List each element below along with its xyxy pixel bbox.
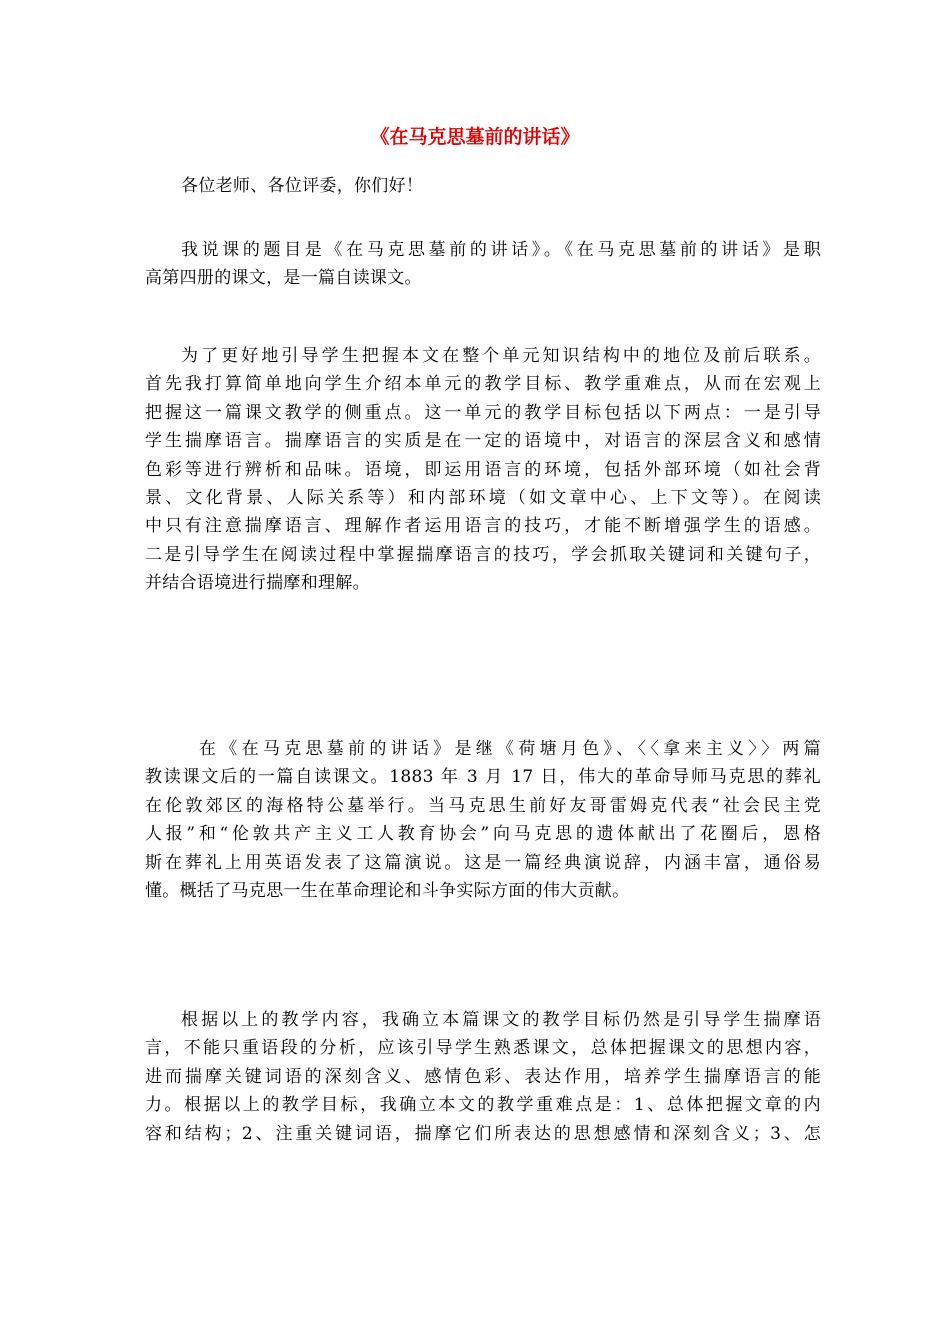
paragraph-line: 二是引导学生在阅读过程中掌握揣摩语言的技巧，学会抓取关键词和关键句子，	[145, 544, 821, 565]
paragraph-background	[145, 735, 821, 905]
paragraph-line: 懂。概括了马克思一生在革命理论和斗争实际方面的伟大贡献。	[145, 880, 630, 901]
document-title: 《在马克思墓前的讲话》	[370, 126, 580, 148]
paragraph-line: 我说课的题目是《在马克思墓前的讲话》。《在马克思墓前的讲话》是职	[181, 240, 821, 260]
paragraph-line: 容和结构；2、注重关键词语，揣摩它们所表达的思想感情和深刻含义；3、怎	[145, 1123, 821, 1144]
paragraph-line: 首先我打算简单地向学生介绍本单元的教学目标、教学重难点，从而在宏观上	[145, 374, 821, 395]
paragraph-line: 高第四册的课文，是一篇自读课文。	[145, 268, 422, 289]
paragraph-line: 在《在马克思墓前的讲话》是继《荷塘月色》、〈〈拿来主义〉〉两篇	[199, 739, 821, 759]
paragraph-unit-goals	[145, 342, 821, 598]
paragraph-teaching-goals	[145, 1006, 821, 1148]
paragraph-line: 根据以上的教学内容，我确立本篇课文的教学目标仍然是引导学生揣摩语	[181, 1010, 821, 1030]
paragraph-line: 进而揣摩关键词语的深刻含义、感情色彩、表达作用，培养学生揣摩语言的能	[145, 1066, 821, 1087]
paragraph-line: 色彩等进行辨析和品味。语境，即运用语言的环境，包括外部环境（如社会背	[145, 459, 821, 480]
paragraph-line: 教读课文后的一篇自读课文。1883 年 3 月 17 日，伟大的革命导师马克思的葬礼	[145, 767, 821, 788]
paragraph-line: 斯在葬礼上用英语发表了这篇演说。这是一篇经典演说辞，内涵丰富，通俗易	[145, 852, 821, 873]
paragraph-line: 言，不能只重语段的分析，应该引导学生熟悉课文，总体把握课文的思想内容，	[145, 1038, 821, 1059]
paragraph-line: 学生揣摩语言。揣摩语言的实质是在一定的语境中，对语言的深层含义和感情	[145, 431, 821, 452]
paragraph-topic	[145, 236, 821, 293]
paragraph-line: 为了更好地引导学生把握本文在整个单元知识结构中的地位及前后联系。	[181, 346, 821, 366]
paragraph-line: 各位老师、各位评委，你们好！	[181, 176, 424, 196]
paragraph-line: 并结合语境进行揣摩和理解。	[145, 573, 370, 594]
paragraph-greeting	[145, 172, 821, 200]
paragraph-line: 中只有注意揣摩语言、理解作者运用语言的技巧，才能不断增强学生的语感。	[145, 516, 821, 537]
paragraph-line: 在伦敦郊区的海格特公墓举行。当马克思生前好友哥雷姆克代表“社会民主党	[145, 795, 821, 816]
paragraph-line: 人报”和“伦敦共产主义工人教育协会”向马克思的遗体献出了花圈后，恩格	[145, 824, 821, 845]
paragraph-line: 把握这一篇课文教学的侧重点。这一单元的教学目标包括以下两点：一是引导	[145, 402, 821, 423]
paragraph-line: 力。根据以上的教学目标，我确立本文的教学重难点是：1、总体把握文章的内	[145, 1095, 821, 1116]
paragraph-line: 景、文化背景、人际关系等）和内部环境（如文章中心、上下文等）。在阅读	[145, 487, 821, 508]
